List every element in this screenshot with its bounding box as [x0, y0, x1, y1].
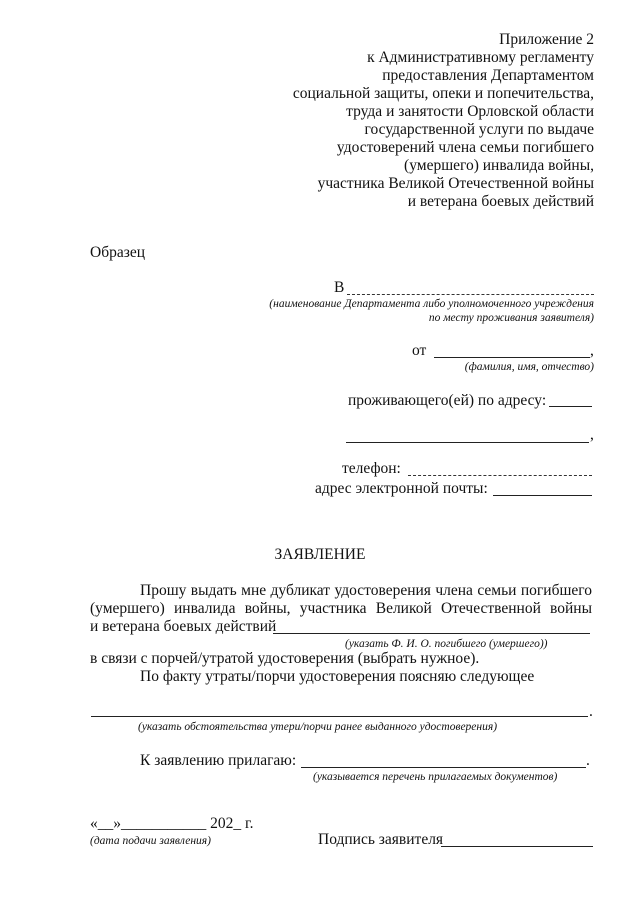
attach-label: К заявлению прилагаю: [140, 752, 297, 769]
appendix-line: труда и занятости Орловской области [346, 103, 594, 120]
body-paragraph-line: По факту утраты/порчи удостоверения поясняю следующее [140, 668, 535, 685]
appendix-line: удостоверений члена семьи погибшего [336, 139, 594, 156]
appendix-line: к Административному регламенту [367, 49, 594, 66]
circumstances-period: . [589, 703, 593, 720]
circumstances-hint: (указать обстоятельства утери/порчи ранее выданного удостоверения) [138, 721, 498, 733]
body-paragraph-line: в связи с порчей/утратой удостоверения (выбрать нужное). [90, 650, 480, 667]
date-field[interactable]: «__»___________ 202_ г. [90, 815, 254, 832]
circumstances-field-line[interactable] [91, 716, 588, 717]
appendix-line: государственной услуги по выдаче [364, 121, 594, 138]
appendix-line: социальной защиты, опеки и попечительства, [292, 85, 594, 102]
from-hint: (фамилия, имя, отчество) [464, 361, 594, 373]
to-field-line[interactable] [347, 294, 594, 295]
appendix-line: (умершего) инвалида войны, [404, 157, 594, 174]
appendix-line: и ветерана боевых действий [407, 193, 594, 210]
signature-label: Подпись заявителя [318, 831, 444, 848]
to-prefix: В [334, 279, 345, 296]
email-field-line[interactable] [493, 495, 592, 496]
email-label: адрес электронной почты: [315, 480, 488, 497]
body-paragraph-line: (умершего) инвалида войны, участника Великой Отечественной войны [90, 600, 592, 617]
address-field-line-1[interactable] [549, 406, 592, 407]
appendix-line: предоставления Департаментом [382, 67, 594, 84]
body-paragraph-line: и ветерана боевых действий [90, 618, 277, 635]
phone-label: телефон: [342, 460, 401, 477]
to-hint-line2: по месту проживания заявителя) [428, 312, 594, 324]
appendix-line: Приложение 2 [499, 31, 594, 48]
body-paragraph-line: Прошу выдать мне дубликат удостоверения члена семьи погибшего [140, 582, 592, 599]
address-label: проживающего(ей) по адресу: [348, 392, 547, 409]
signature-field-line[interactable] [441, 846, 593, 847]
deceased-hint: (указать Ф. И. О. погибшего (умершего)) [345, 638, 548, 650]
address-field-line-2[interactable] [346, 442, 589, 443]
appendix-line: участника Великой Отечественной войны [317, 175, 594, 192]
from-prefix: от [412, 342, 427, 359]
address-comma: , [590, 426, 594, 443]
date-hint: (дата подачи заявления) [90, 835, 211, 847]
attach-period: . [586, 752, 590, 769]
to-hint-line1: (наименование Департамента либо уполномоченного учреждения [269, 298, 594, 310]
from-field-line[interactable] [434, 357, 590, 358]
deceased-name-field-line[interactable] [273, 633, 590, 634]
attach-hint: (указывается перечень прилагаемых документов) [313, 771, 558, 783]
sample-label: Образец [90, 244, 146, 261]
attach-field-line[interactable] [301, 767, 586, 768]
phone-field-line[interactable] [408, 475, 592, 476]
from-comma: , [590, 342, 594, 359]
document-title: ЗАЯВЛЕНИЕ [274, 546, 366, 563]
